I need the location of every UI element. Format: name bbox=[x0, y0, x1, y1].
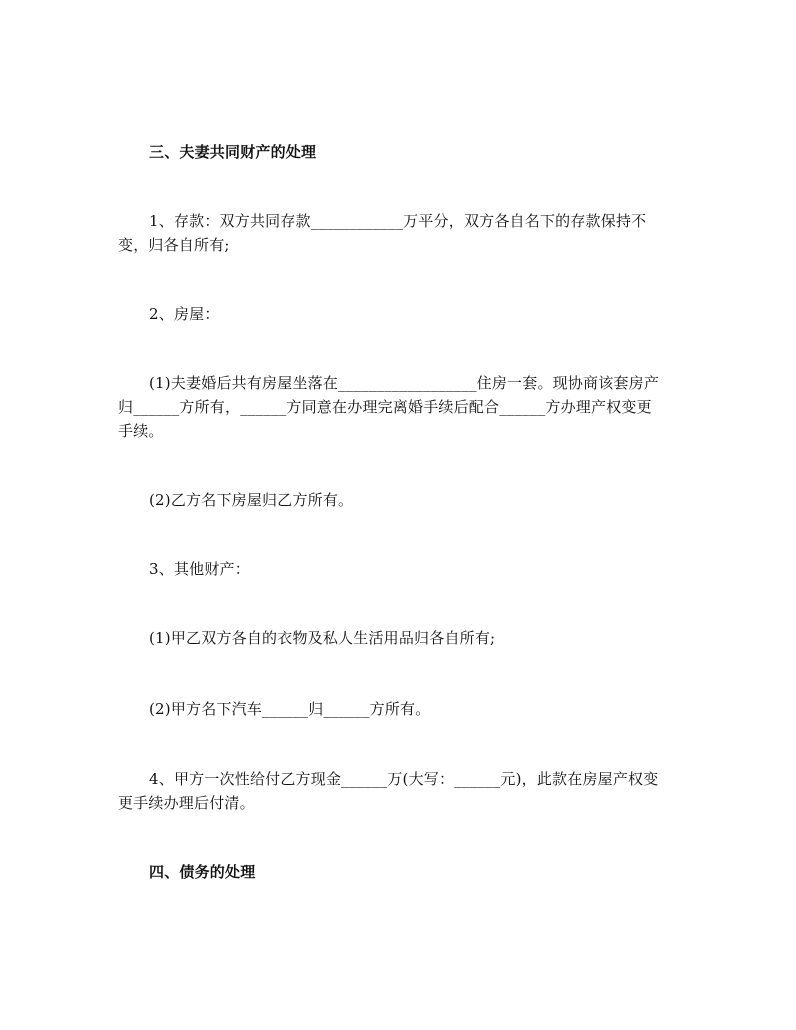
section-heading-debt: 四、债务的处理 bbox=[149, 863, 256, 881]
paragraph-other-2: (2)甲方名下汽车______归______方所有。 bbox=[149, 700, 431, 718]
paragraph-other-1: (1)甲乙双方各自的衣物及私人生活用品归各自所有; bbox=[149, 629, 496, 647]
paragraph-deposit-line-1: 1、存款：双方共同存款____________万平分，双方各自名下的存款保持不 bbox=[149, 212, 647, 230]
section-heading-other-property: 3、其他财产： bbox=[149, 560, 250, 578]
paragraph-deposit-line-2: 变，归各自所有; bbox=[118, 236, 230, 254]
section-heading-property: 三、夫妻共同财产的处理 bbox=[149, 143, 317, 161]
paragraph-house-1-line-3: 手续。 bbox=[118, 422, 164, 440]
paragraph-house-1-line-1: (1)夫妻婚后共有房屋坐落在__________________住房一套。现协商该套房产 bbox=[149, 374, 660, 392]
paragraph-cash-line-1: 4、甲方一次性给付乙方现金______万(大写：______元)，此款在房屋产权变 bbox=[149, 770, 659, 788]
paragraph-cash-line-2: 更手续办理后付清。 bbox=[118, 794, 255, 812]
paragraph-house-1-line-2: 归______方所有，______方同意在办理完离婚手续后配合______方办理产权变更 bbox=[118, 398, 652, 416]
section-heading-house: 2、房屋： bbox=[149, 305, 220, 323]
paragraph-house-2: (2)乙方名下房屋归乙方所有。 bbox=[149, 491, 354, 509]
